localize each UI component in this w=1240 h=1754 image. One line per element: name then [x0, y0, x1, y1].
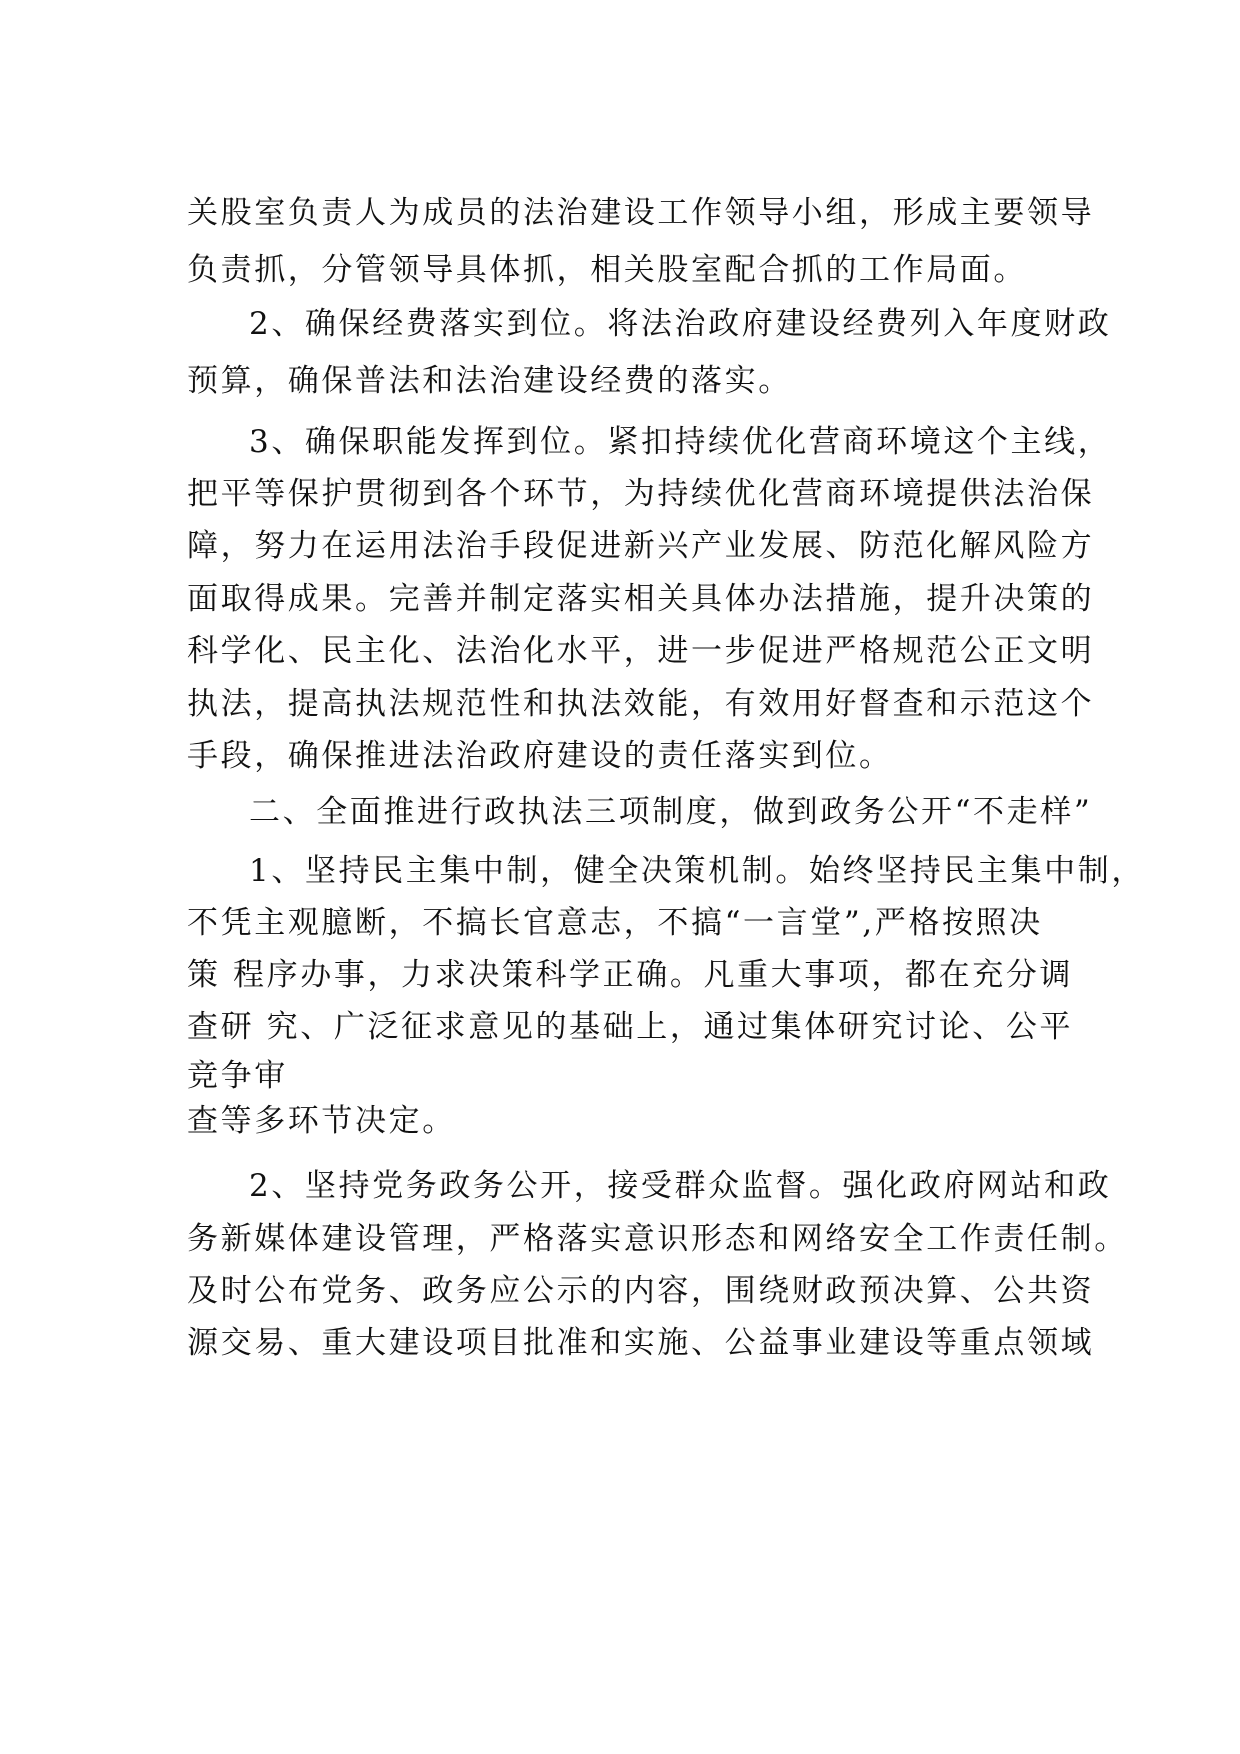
body-line: 3、确保职能发挥到位。紧扣持续优化营商环境这个主线， [249, 424, 1112, 460]
body-line: 把平等保护贯彻到各个环节，为持续优化营商环境提供法治保 [187, 476, 1095, 512]
body-line: 面取得成果。完善并制定落实相关具体办法措施，提升决策的 [187, 581, 1095, 617]
section-heading: 二、全面推进行政执法三项制度，做到政务公开“不走样” [249, 794, 1093, 830]
body-line: 策 程序办事，力求决策科学正确。凡重大事项，都在充分调 [187, 957, 1074, 993]
body-line: 查等多环节决定。 [187, 1103, 456, 1139]
body-line: 查研 究、广泛征求意见的基础上，通过集体研究讨论、公平 [187, 1009, 1074, 1045]
body-line: 负责抓，分管领导具体抓，相关股室配合抓的工作局面。 [187, 252, 1027, 288]
body-line: 科学化、民主化、法治化水平，进一步促进严格规范公正文明 [187, 633, 1095, 669]
body-line: 竞争审 [187, 1058, 288, 1094]
body-line: 2、坚持党务政务公开，接受群众监督。强化政府网站和政 [249, 1168, 1112, 1204]
body-line: 不凭主观臆断，不搞长官意志，不搞“一言堂”,严格按照决 [187, 905, 1043, 941]
body-line: 2、确保经费落实到位。将法治政府建设经费列入年度财政 [249, 306, 1112, 342]
body-line: 源交易、重大建设项目批准和实施、公益事业建设等重点领域 [187, 1325, 1095, 1361]
body-line: 手段，确保推进法治政府建设的责任落实到位。 [187, 738, 893, 774]
body-line: 1、坚持民主集中制，健全决策机制。始终坚持民主集中制， [249, 853, 1145, 889]
body-line: 执法，提高执法规范性和执法效能，有效用好督查和示范这个 [187, 686, 1095, 722]
body-line: 关股室负责人为成员的法治建设工作领导小组，形成主要领导 [187, 195, 1095, 231]
body-line: 预算，确保普法和法治建设经费的落实。 [187, 363, 792, 399]
body-line: 障，努力在运用法治手段促进新兴产业发展、防范化解风险方 [187, 528, 1095, 564]
body-line: 务新媒体建设管理，严格落实意识形态和网络安全工作责任制。 [187, 1221, 1128, 1257]
body-line: 及时公布党务、政务应公示的内容，围绕财政预决算、公共资 [187, 1273, 1095, 1309]
